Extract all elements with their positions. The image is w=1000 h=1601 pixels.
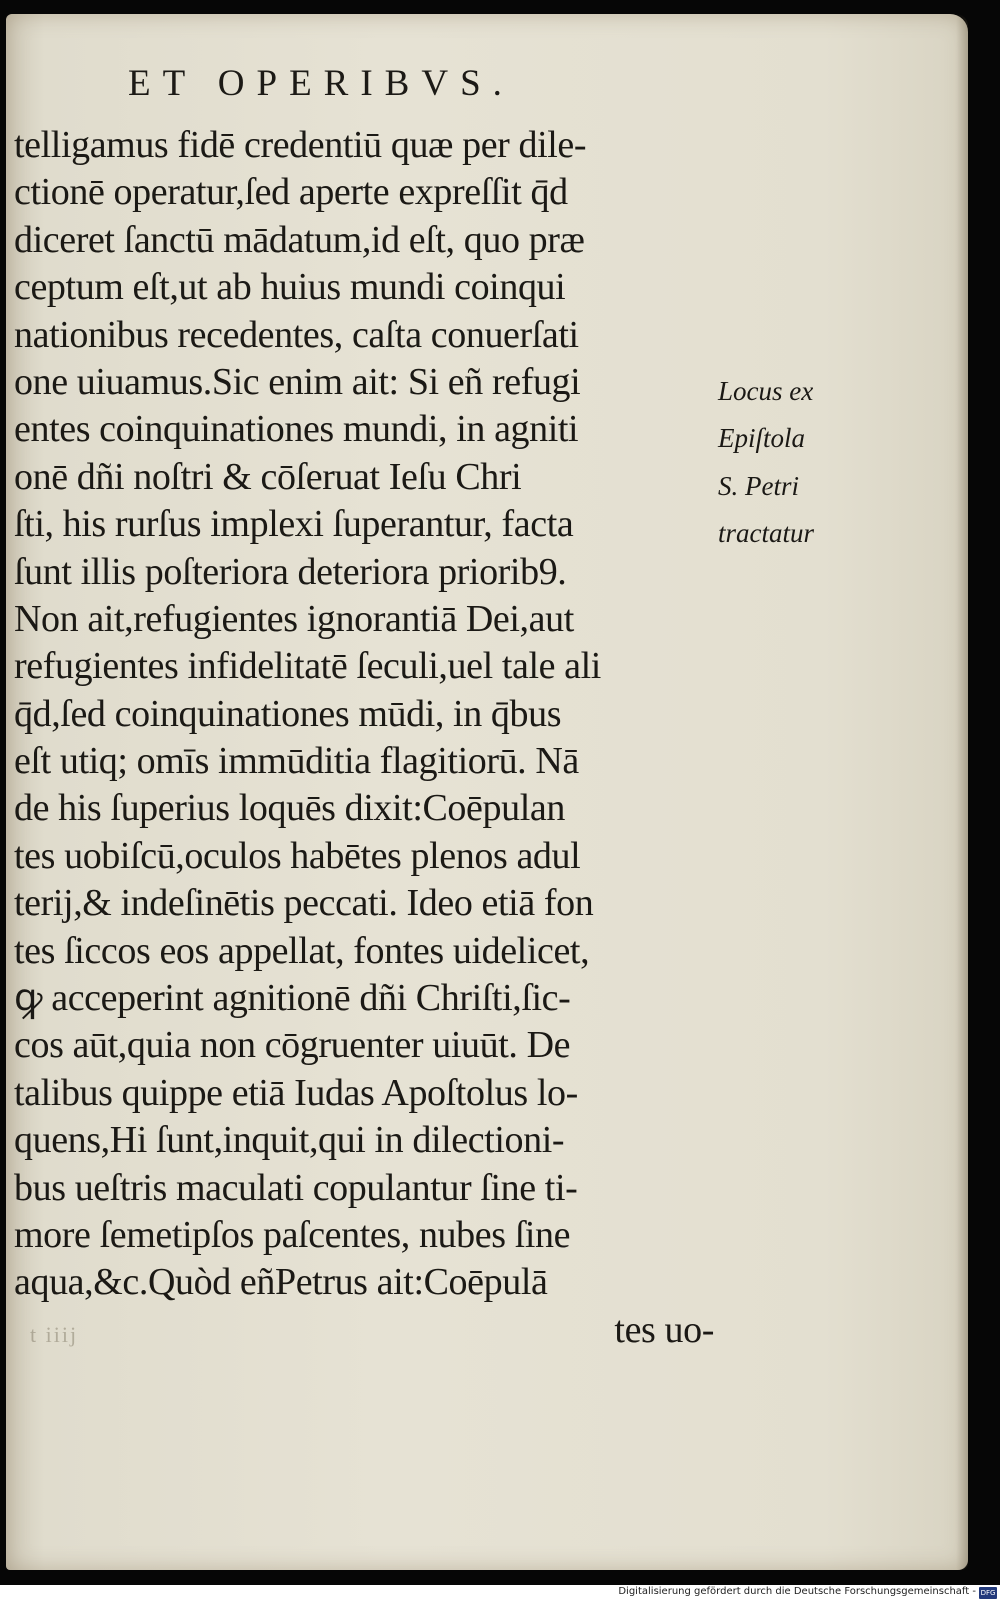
text-line: nationibus recedentes, caſta conuerſati bbox=[14, 313, 579, 356]
text-line: eſt utiq; omīs immūditia flagitiorū. Nā bbox=[14, 740, 579, 783]
running-head: ET OPERIBVS. bbox=[128, 63, 514, 104]
signature-mark: t iiij bbox=[30, 1322, 79, 1347]
text-line: ꝙ acceperint agnitionē dñi Chriſti,ſic- bbox=[14, 977, 571, 1020]
catchword: tes uo- bbox=[614, 1308, 714, 1351]
text-line: onē dñi noſtri & cōſeruat Ieſu Chri bbox=[14, 455, 522, 498]
text-line: quens,Hi ſunt,inquit,qui in dilectioni- bbox=[14, 1119, 565, 1162]
text-line: Non ait,refugientes ignorantiā Dei,aut bbox=[14, 597, 574, 640]
text-line: ctionē operatur,ſed aperte expreſſit q̄d bbox=[14, 171, 568, 214]
text-line: entes coinquinationes mundi, in agniti bbox=[14, 408, 579, 451]
text-line: ſti, his rurſus implexi ſuperantur, facta bbox=[14, 503, 574, 546]
margin-note-line: Epiſtola bbox=[718, 423, 805, 454]
dfg-logo: DFG bbox=[980, 1589, 996, 1597]
text-line: diceret ſanctū mādatum,id eſt, quo præ bbox=[14, 218, 585, 261]
text-line: aqua,&c.Quòd eñPetrus ait:Coēpulā bbox=[14, 1261, 548, 1304]
digitization-credit: Digitalisierung gefördert durch die Deutsche Forschungsgemeinschaft - bbox=[618, 1586, 976, 1597]
text-line: more ſemetipſos paſcentes, nubes ſine bbox=[14, 1213, 571, 1256]
text-line: talibus quippe etiā Iudas Apoſtolus lo- bbox=[14, 1071, 578, 1114]
body-text bbox=[14, 122, 720, 1354]
text-line: ceptum eſt,ut ab huius mundi coinqui bbox=[14, 266, 566, 309]
text-line: terij,& indeſinētis peccati. Ideo etiā fon bbox=[14, 882, 594, 925]
margin-note-line: tractatur bbox=[718, 518, 815, 549]
text-line: cos aūt,quia non cōgruenter uiuūt. De bbox=[14, 1024, 571, 1067]
page-edge-shadow bbox=[956, 14, 968, 1570]
text-line: telligamus fidē credentiū quæ per dile- bbox=[14, 124, 587, 166]
text-line: bus ueſtris maculati copulantur ſine ti- bbox=[14, 1166, 578, 1209]
text-line: one uiuamus.Sic enim ait: Si eñ refugi bbox=[14, 360, 581, 403]
text-line: q̄d,ſed coinquinationes mūdi, in q̄bus bbox=[14, 692, 562, 735]
text-line: tes ſiccos eos appellat, fontes uidelicet, bbox=[14, 929, 590, 972]
margin-note-line: S. Petri bbox=[718, 470, 799, 501]
text-line: refugientes infidelitatē ſeculi,uel tale ali bbox=[14, 645, 601, 688]
text-line: tes uobiſcū,oculos habētes plenos adul bbox=[14, 834, 581, 877]
text-line: ſunt illis poſteriora deteriora priorib9. bbox=[14, 550, 567, 593]
text-line: de his ſuperius loquēs dixit:Coēpulan bbox=[14, 787, 565, 830]
margin-note-line: Locus ex bbox=[718, 376, 814, 406]
margin-note bbox=[718, 368, 868, 558]
